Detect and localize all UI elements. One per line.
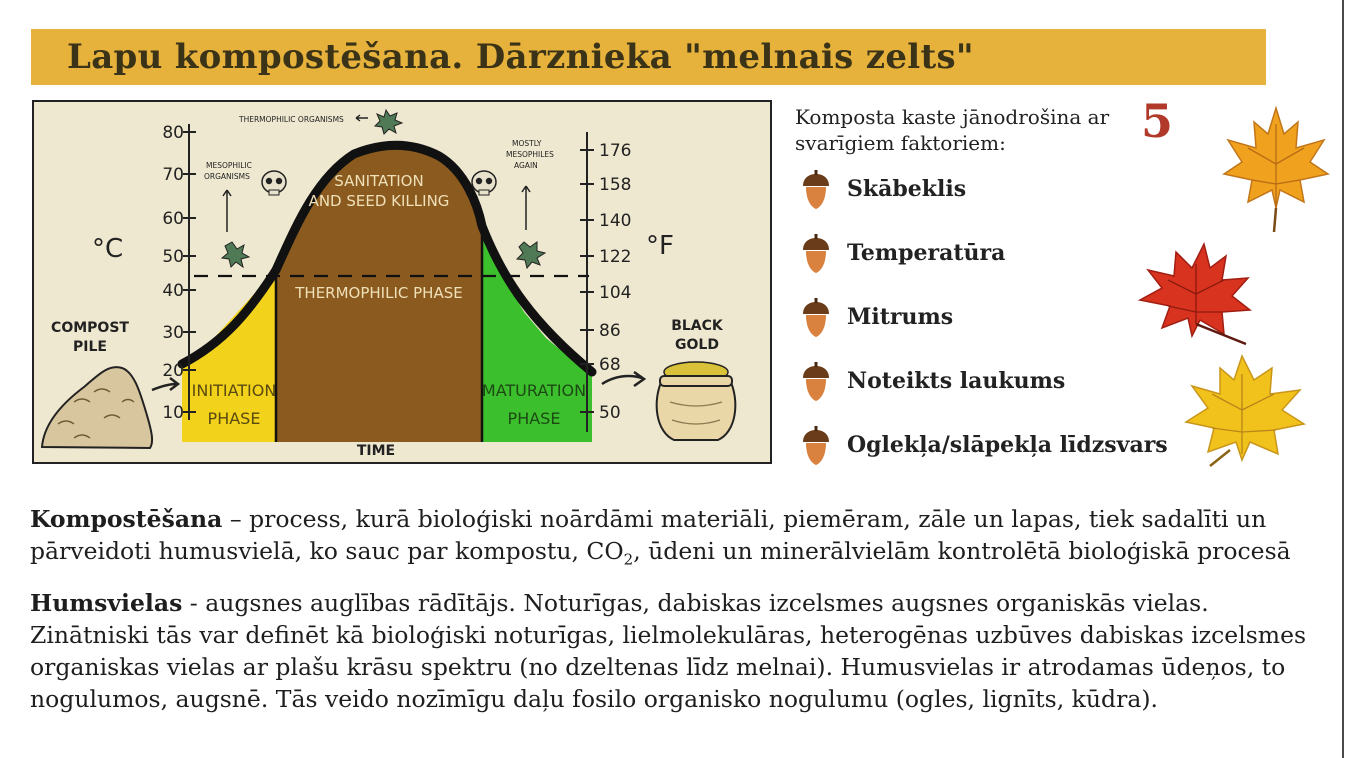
composting-text-end: , ūdeni un minerālvielām kontrolētā bioloģiskā procesā bbox=[633, 537, 1291, 565]
co2-subscript: 2 bbox=[623, 550, 634, 569]
acorn-icon bbox=[799, 170, 833, 210]
factors-count: 5 bbox=[1141, 94, 1174, 148]
fahrenheit-tick: 86 bbox=[599, 321, 621, 341]
fahrenheit-unit-label: °F bbox=[646, 231, 674, 261]
maturation-phase-label: MATURATION bbox=[481, 381, 587, 400]
leaf-doodle-icon bbox=[517, 242, 545, 268]
maturation-phase-label: PHASE bbox=[507, 409, 561, 428]
leaf-doodle-icon bbox=[222, 242, 249, 267]
arrow-left-icon bbox=[356, 115, 368, 121]
humic-term: Humsvielas bbox=[30, 589, 183, 617]
fahrenheit-tick: 140 bbox=[599, 211, 632, 231]
time-axis-label: TIME bbox=[356, 443, 396, 459]
humic-text: - augsnes auglības rādītājs. Noturīgas, dabiskas izcelsmes augsnes organiskās vielas. Zinātniski tās var definēt kā bioloģiski noturīgas, lielmolekulāras, heterogēnas uzbūves dabiskas izcelsmes organiskas vielas ar plašu krāsu spektru (no dzeltenas līdz melnai). Humusvielas ir atrodamas ūdeņos, to nogulumos, augsnē. Tās veido nozīmīgu daļu fosilo organisko nogulumu (ogles, lignīts, kūdra). bbox=[30, 589, 1307, 713]
compost-pile-label: PILE bbox=[73, 339, 107, 355]
mesophilic-label: ORGANISMS bbox=[204, 172, 250, 181]
arrow-up-icon bbox=[522, 186, 530, 230]
factor-label: Temperatūra bbox=[847, 240, 1006, 266]
celsius-tick: 20 bbox=[162, 361, 184, 381]
fahrenheit-tick: 50 bbox=[599, 403, 621, 423]
black-gold-label: GOLD bbox=[675, 337, 719, 353]
celsius-tick: 70 bbox=[162, 165, 184, 185]
celsius-tick: 80 bbox=[162, 123, 184, 143]
mostly-mesophiles-label: MESOPHILES bbox=[506, 150, 554, 159]
acorn-icon bbox=[799, 362, 833, 402]
orange-maple-leaf-icon bbox=[1220, 104, 1332, 234]
sanitation-label: SANITATION bbox=[334, 172, 424, 190]
acorn-icon bbox=[799, 298, 833, 338]
fahrenheit-tick: 122 bbox=[599, 247, 632, 267]
red-maple-leaf-icon bbox=[1134, 240, 1254, 350]
sanitation-label: AND SEED KILLING bbox=[308, 192, 450, 210]
humic-substances-definition bbox=[30, 587, 1320, 715]
factor-label: Oglekļa/slāpekļa līdzsvars bbox=[847, 432, 1168, 458]
skull-icon bbox=[262, 171, 286, 195]
acorn-icon bbox=[799, 234, 833, 274]
initiation-phase-label: PHASE bbox=[207, 409, 261, 428]
title-bar bbox=[31, 29, 1266, 85]
diagram-canvas bbox=[34, 102, 770, 462]
composting-definition bbox=[30, 503, 1310, 576]
fahrenheit-tick: 158 bbox=[599, 175, 632, 195]
compost-pile-icon bbox=[42, 367, 152, 448]
mesophilic-label: MESOPHILIC bbox=[206, 161, 252, 170]
celsius-tick: 50 bbox=[162, 247, 184, 267]
skull-icon bbox=[472, 171, 496, 195]
compost-pile-label: COMPOST bbox=[51, 320, 129, 336]
factors-intro: Komposta kaste jānodrošina ar svarīgiem faktoriem: bbox=[795, 105, 1110, 155]
composting-term: Kompostēšana bbox=[30, 505, 223, 533]
composting-text: – process, kurā bioloģiski noārdāmi materiāli, piemēram, zāle un lapas, tiek sadalīti un pārveidoti humusvielā, ko sauc par kompostu, CO bbox=[30, 505, 1267, 565]
composting-temperature-diagram bbox=[32, 100, 772, 464]
celsius-tick: 30 bbox=[162, 323, 184, 343]
leaf-doodle-icon bbox=[375, 110, 402, 134]
mostly-mesophiles-label: AGAIN bbox=[514, 161, 538, 170]
thermophilic-phase-label: THERMOPHILIC PHASE bbox=[295, 284, 463, 302]
celsius-unit-label: °C bbox=[92, 234, 124, 264]
mostly-mesophiles-label: MOSTLY bbox=[512, 139, 542, 148]
fahrenheit-tick: 176 bbox=[599, 141, 632, 161]
fahrenheit-tick: 68 bbox=[599, 355, 621, 375]
page-title: Lapu kompostēšana. Dārznieka "melnais zelts" bbox=[67, 37, 974, 77]
initiation-phase-label: INITIATION bbox=[191, 381, 277, 400]
acorn-icon bbox=[799, 426, 833, 466]
page-edge-line bbox=[1342, 0, 1344, 758]
arrow-up-icon bbox=[223, 190, 231, 232]
thermophilic-organisms-label: THERMOPHILIC ORGANISMS bbox=[239, 115, 344, 124]
factor-label: Skābeklis bbox=[847, 176, 967, 202]
yellow-maple-leaf-icon bbox=[1180, 350, 1310, 468]
celsius-tick: 10 bbox=[162, 403, 184, 423]
black-gold-label: BLACK bbox=[671, 318, 723, 334]
factor-label: Mitrums bbox=[847, 304, 954, 330]
celsius-tick: 40 bbox=[162, 281, 184, 301]
gold-pot-icon bbox=[657, 362, 736, 440]
celsius-tick: 60 bbox=[162, 209, 184, 229]
factor-label: Noteikts laukums bbox=[847, 368, 1066, 394]
fahrenheit-tick: 104 bbox=[599, 283, 632, 303]
